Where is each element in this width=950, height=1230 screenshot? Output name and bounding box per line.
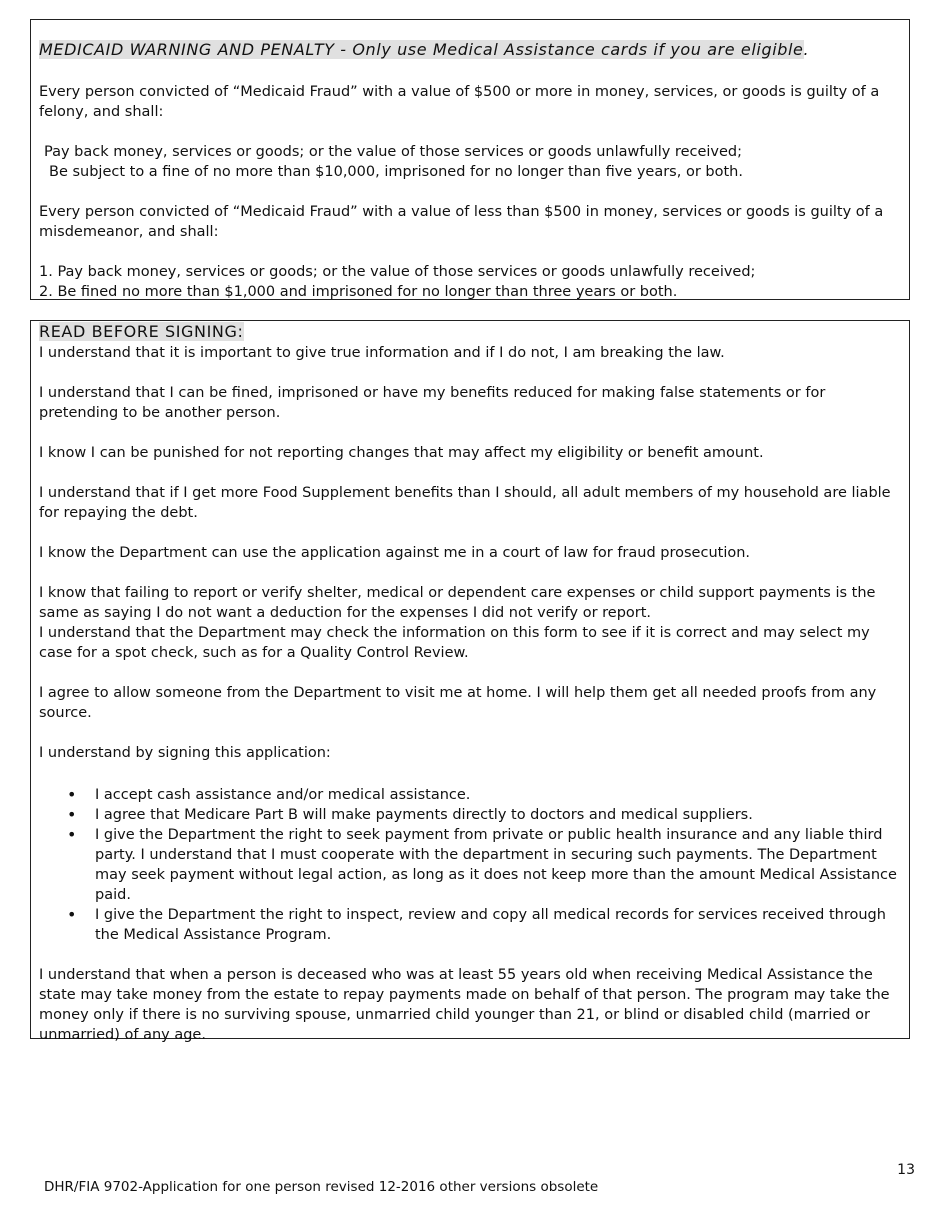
medicaid-warning-box — [30, 19, 910, 300]
page-number: 13 — [897, 1162, 915, 1178]
medicaid-warning-title: MEDICAID WARNING AND PENALTY - Only use Medical Assistance cards if you are eligible. — [39, 40, 810, 59]
list-item: • I agree that Medicare Part B will make payments directly to doctors and medical suppliers. — [95, 805, 901, 825]
misdemeanor-item: 1. Pay back money, services or goods; or the value of those services or goods unlawfully received; — [39, 264, 756, 280]
statement-report-changes: I know I can be punished for not reporting changes that may affect my eligibility or benefit amount. — [39, 445, 764, 461]
felony-paragraph: Every person convicted of “Medicaid Fraud” with a value of $500 or more in money, services, or goods is guilty of a felony, and shall: — [39, 84, 880, 120]
statement-estate-recovery: I understand that when a person is deceased who was at least 55 years old when receiving Medical Assistance the state may take money from the estate to repay payments made on behalf of that person. The program may take the money only if there is no surviving spouse, unmarried child younger than 21, or blind or disabled child (married or unmarried) of any age. — [39, 967, 890, 1043]
statement-deductions: I know that failing to report or verify shelter, medical or dependent care expenses or child support payments is the same as saying I do not want a deduction for the expenses I did not verify or report. — [39, 585, 876, 621]
felony-item: Be subject to a fine of no more than $10,000, imprisoned for no longer than five years, or both. — [49, 164, 743, 180]
statement-home-visit: I agree to allow someone from the Department to visit me at home. I will help them get all needed proofs from any source. — [39, 685, 877, 721]
statement-penalties: I understand that I can be fined, imprisoned or have my benefits reduced for making false statements or for pretending to be another person. — [39, 385, 826, 421]
statement-fraud-prosecution: I know the Department can use the application against me in a court of law for fraud prosecution. — [39, 545, 751, 561]
statement-true-info: I understand that it is important to give true information and if I do not, I am breaking the law. — [39, 345, 725, 361]
statement-spot-check: I understand that the Department may check the information on this form to see if it is correct and may select my case for a spot check, such as for a Quality Control Review. — [39, 625, 870, 661]
felony-list — [39, 142, 901, 182]
misdemeanor-paragraph: Every person convicted of “Medicaid Fraud” with a value of less than $500 in money, services or goods is guilty of a misdemeanor, and shall: — [39, 204, 884, 240]
misdemeanor-list — [39, 262, 901, 302]
misdemeanor-item: 2. Be fined no more than $1,000 and imprisoned for no longer than three years or both. — [39, 284, 678, 300]
signing-bullet-list — [39, 785, 901, 945]
felony-item: Pay back money, services or goods; or the value of those services or goods unlawfully received; — [44, 144, 742, 160]
list-item: • I give the Department the right to inspect, review and copy all medical records for services received through the Medical Assistance Program. — [95, 905, 901, 945]
list-item: • I accept cash assistance and/or medical assistance. — [95, 785, 901, 805]
read-before-signing-title: READ BEFORE SIGNING: — [39, 322, 244, 341]
form-footer: DHR/FIA 9702-Application for one person revised 12-2016 other versions obsolete — [44, 1179, 599, 1195]
statement-food-supplement: I understand that if I get more Food Supplement benefits than I should, all adult members of my household are liable for repaying the debt. — [39, 485, 891, 521]
read-before-signing-box — [30, 320, 910, 1043]
statement-signing-intro: I understand by signing this application: — [39, 745, 331, 761]
list-item: • I give the Department the right to seek payment from private or public health insurance and any liable third party. I understand that I must cooperate with the department in securing such payments. The Department may seek payment without legal action, as long as it does not keep more than the amount Medical Assistance paid. — [95, 825, 901, 905]
